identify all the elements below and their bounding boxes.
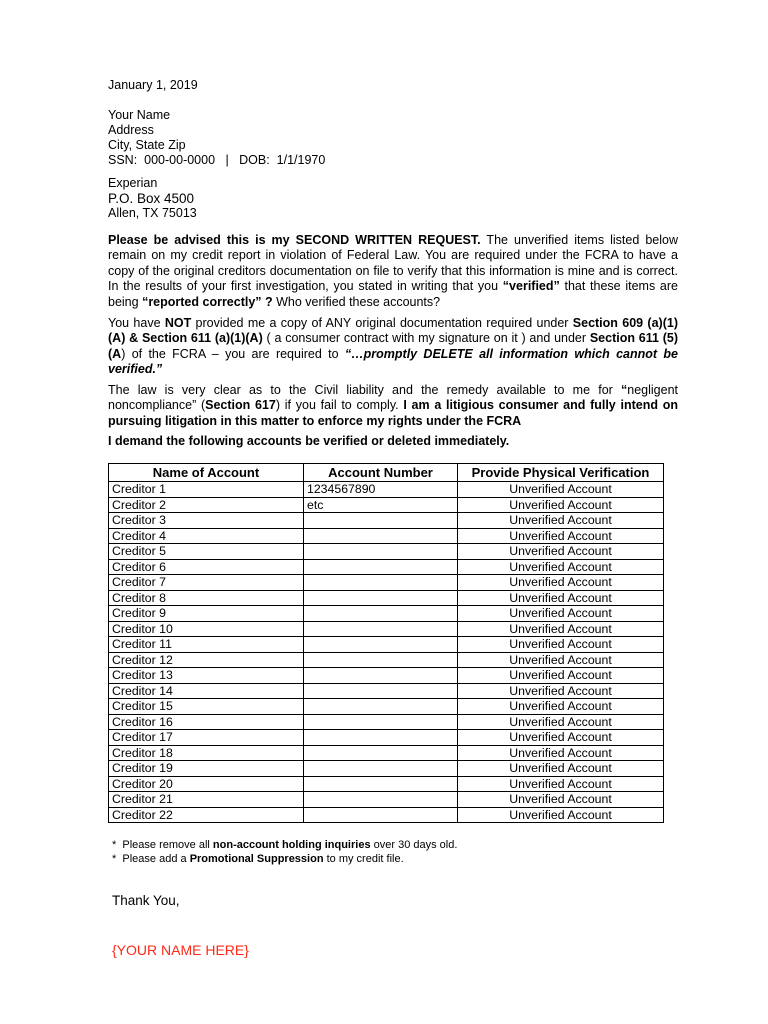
notes-block [112, 838, 457, 866]
table-row [109, 761, 664, 777]
cell-account-name: Creditor 19 [109, 761, 304, 777]
p2-text-b: provided me a copy of ANY original documentation required under [191, 316, 573, 330]
paragraph-demand: I demand the following accounts be verified or deleted immediately. [108, 434, 510, 448]
ssn-value: 000-00-0000 [144, 153, 216, 167]
cell-verification: Unverified Account [458, 621, 664, 637]
cell-account-name: Creditor 8 [109, 590, 304, 606]
signature-placeholder: {YOUR NAME HERE} [112, 942, 249, 958]
cell-verification: Unverified Account [458, 544, 664, 560]
cell-account-number [304, 575, 458, 591]
cell-verification: Unverified Account [458, 482, 664, 498]
cell-verification: Unverified Account [458, 590, 664, 606]
p3-litigious: I am a litigious consumer and fully intend on pursuing litigation in this matter to enforce my rights under the FCRA [108, 398, 678, 428]
table-row [109, 745, 664, 761]
cell-account-number [304, 606, 458, 622]
table-row [109, 792, 664, 808]
cell-account-name: Creditor 2 [109, 497, 304, 513]
cell-account-name: Creditor 17 [109, 730, 304, 746]
cell-verification: Unverified Account [458, 792, 664, 808]
p3-section-617: Section 617 [205, 398, 276, 413]
paragraph-documentation [108, 316, 678, 378]
cell-account-number [304, 776, 458, 792]
note-text-bold: non-account holding inquiries [212, 839, 371, 851]
p1-text-b: that these items are being [108, 279, 678, 309]
table-row [109, 683, 664, 699]
cell-account-number [304, 590, 458, 606]
cell-verification: Unverified Account [458, 559, 664, 575]
table-row [109, 544, 664, 560]
table-body [109, 482, 664, 823]
dob-label: DOB: [239, 153, 270, 167]
cell-account-number [304, 761, 458, 777]
cell-account-number [304, 528, 458, 544]
cell-account-name: Creditor 1 [109, 482, 304, 498]
cell-verification: Unverified Account [458, 652, 664, 668]
p3-text-b: ) if you fail to comply. [275, 398, 404, 413]
recipient-name: Experian [108, 176, 158, 190]
cell-account-name: Creditor 9 [109, 606, 304, 622]
cell-account-number [304, 807, 458, 823]
cell-account-number [304, 792, 458, 808]
sender-block [108, 108, 325, 168]
table-row [109, 606, 664, 622]
cell-account-name: Creditor 12 [109, 652, 304, 668]
header-name-of-account: Name of Account [109, 464, 304, 482]
note-item [112, 852, 457, 866]
cell-account-name: Creditor 5 [109, 544, 304, 560]
sender-name: Your Name [108, 108, 171, 122]
accounts-table [108, 463, 664, 823]
note-text-bold: Promotional Suppression [189, 853, 324, 865]
cell-verification: Unverified Account [458, 745, 664, 761]
cell-verification: Unverified Account [458, 807, 664, 823]
cell-verification: Unverified Account [458, 497, 664, 513]
second-request-intro: Please be advised this is my SECOND WRITTEN REQUEST. [108, 233, 481, 247]
cell-account-name: Creditor 14 [109, 683, 304, 699]
note-bullet: * [112, 853, 117, 865]
cell-account-number [304, 714, 458, 730]
paragraph-second-request [108, 233, 678, 310]
table-row [109, 668, 664, 684]
p3-negligent: negligent noncompliance” ( [108, 383, 678, 413]
p2-section-611: Section 611 (a)(1)(A) [141, 331, 263, 346]
note-bullet: * [112, 839, 117, 851]
cell-verification: Unverified Account [458, 513, 664, 529]
cell-account-number [304, 637, 458, 653]
table-row [109, 513, 664, 529]
cell-account-name: Creditor 11 [109, 637, 304, 653]
note-text-post: to my credit file. [323, 853, 404, 865]
cell-account-number [304, 745, 458, 761]
p1-text-a: The unverified items listed below remain on my credit report in violation of Federal Law. You are required under the FCRA to have a copy of the original creditors documentation on file to verify that this information is mine and is correct. In the results of your first investigation, you stated in writing that you [108, 233, 678, 294]
cell-account-number: 1234567890 [304, 482, 458, 498]
table-row [109, 637, 664, 653]
cell-account-name: Creditor 21 [109, 792, 304, 808]
cell-account-number [304, 668, 458, 684]
cell-verification: Unverified Account [458, 730, 664, 746]
cell-account-number: etc [304, 497, 458, 513]
id-separator: | [225, 153, 229, 167]
cell-account-name: Creditor 4 [109, 528, 304, 544]
cell-verification: Unverified Account [458, 761, 664, 777]
note-text-post: over 30 days old. [370, 839, 458, 851]
cell-verification: Unverified Account [458, 714, 664, 730]
table-header-row [109, 464, 664, 482]
table-row [109, 482, 664, 498]
sender-address: Address [108, 123, 154, 137]
cell-account-number [304, 683, 458, 699]
cell-account-name: Creditor 20 [109, 776, 304, 792]
letter-date: January 1, 2019 [108, 78, 198, 92]
cell-verification: Unverified Account [458, 699, 664, 715]
p2-text-a: You have [108, 316, 165, 330]
recipient-po-box: P.O. Box 4500 [108, 191, 195, 206]
cell-account-number [304, 513, 458, 529]
cell-account-number [304, 559, 458, 575]
cell-account-number [304, 652, 458, 668]
p2-delete-quote: “…promptly DELETE all information which cannot be verified.” [108, 346, 678, 377]
closing-text: Thank You, [112, 893, 180, 908]
p2-not: NOT [164, 316, 192, 330]
cell-account-number [304, 699, 458, 715]
table-row [109, 699, 664, 715]
cell-account-number [304, 621, 458, 637]
cell-account-name: Creditor 10 [109, 621, 304, 637]
paragraph-civil-liability [108, 383, 678, 429]
cell-account-name: Creditor 7 [109, 575, 304, 591]
cell-verification: Unverified Account [458, 575, 664, 591]
p2-ampersand: & [125, 331, 142, 346]
sender-id-line [108, 153, 325, 168]
note-item [112, 838, 457, 852]
table-row [109, 590, 664, 606]
note-text-pre: Please remove all [122, 839, 213, 851]
table-row [109, 776, 664, 792]
p2-text-d: ) of the FCRA – you are required to [121, 346, 345, 361]
table-row [109, 714, 664, 730]
p2-section-609: Section 609 (a)(1)(A) [108, 316, 678, 346]
table-row [109, 807, 664, 823]
table-row [109, 528, 664, 544]
cell-verification: Unverified Account [458, 776, 664, 792]
p1-reported: “reported correctly” ? [142, 294, 273, 309]
table-row [109, 497, 664, 513]
table-row [109, 559, 664, 575]
cell-verification: Unverified Account [458, 668, 664, 684]
p2-section-611b: Section 611 (5)(A [108, 331, 678, 361]
p3-quote-open: “ [621, 383, 628, 397]
note-text-pre: Please add a [122, 853, 190, 865]
sender-city-state-zip: City, State Zip [108, 138, 186, 152]
header-physical-verification: Provide Physical Verification [458, 464, 664, 482]
p1-verified: “verified” [502, 279, 560, 294]
table-row [109, 575, 664, 591]
cell-account-name: Creditor 16 [109, 714, 304, 730]
cell-account-number [304, 730, 458, 746]
table-row [109, 621, 664, 637]
cell-verification: Unverified Account [458, 637, 664, 653]
cell-verification: Unverified Account [458, 528, 664, 544]
p1-text-c: Who verified these accounts? [272, 294, 441, 309]
cell-account-name: Creditor 18 [109, 745, 304, 761]
header-account-number: Account Number [304, 464, 458, 482]
cell-verification: Unverified Account [458, 606, 664, 622]
recipient-city-state-zip: Allen, TX 75013 [108, 206, 197, 220]
table-row [109, 730, 664, 746]
cell-account-name: Creditor 3 [109, 513, 304, 529]
cell-verification: Unverified Account [458, 683, 664, 699]
cell-account-name: Creditor 15 [109, 699, 304, 715]
cell-account-name: Creditor 22 [109, 807, 304, 823]
p2-text-c: ( a consumer contract with my signature on it ) and under [262, 331, 590, 346]
cell-account-name: Creditor 13 [109, 668, 304, 684]
recipient-block [108, 176, 197, 221]
table-row [109, 652, 664, 668]
dob-value: 1/1/1970 [276, 153, 326, 167]
cell-account-number [304, 544, 458, 560]
cell-account-name: Creditor 6 [109, 559, 304, 575]
p3-text-a: The law is very clear as to the Civil liability and the remedy available to me for [108, 383, 621, 397]
ssn-label: SSN: [108, 153, 138, 167]
